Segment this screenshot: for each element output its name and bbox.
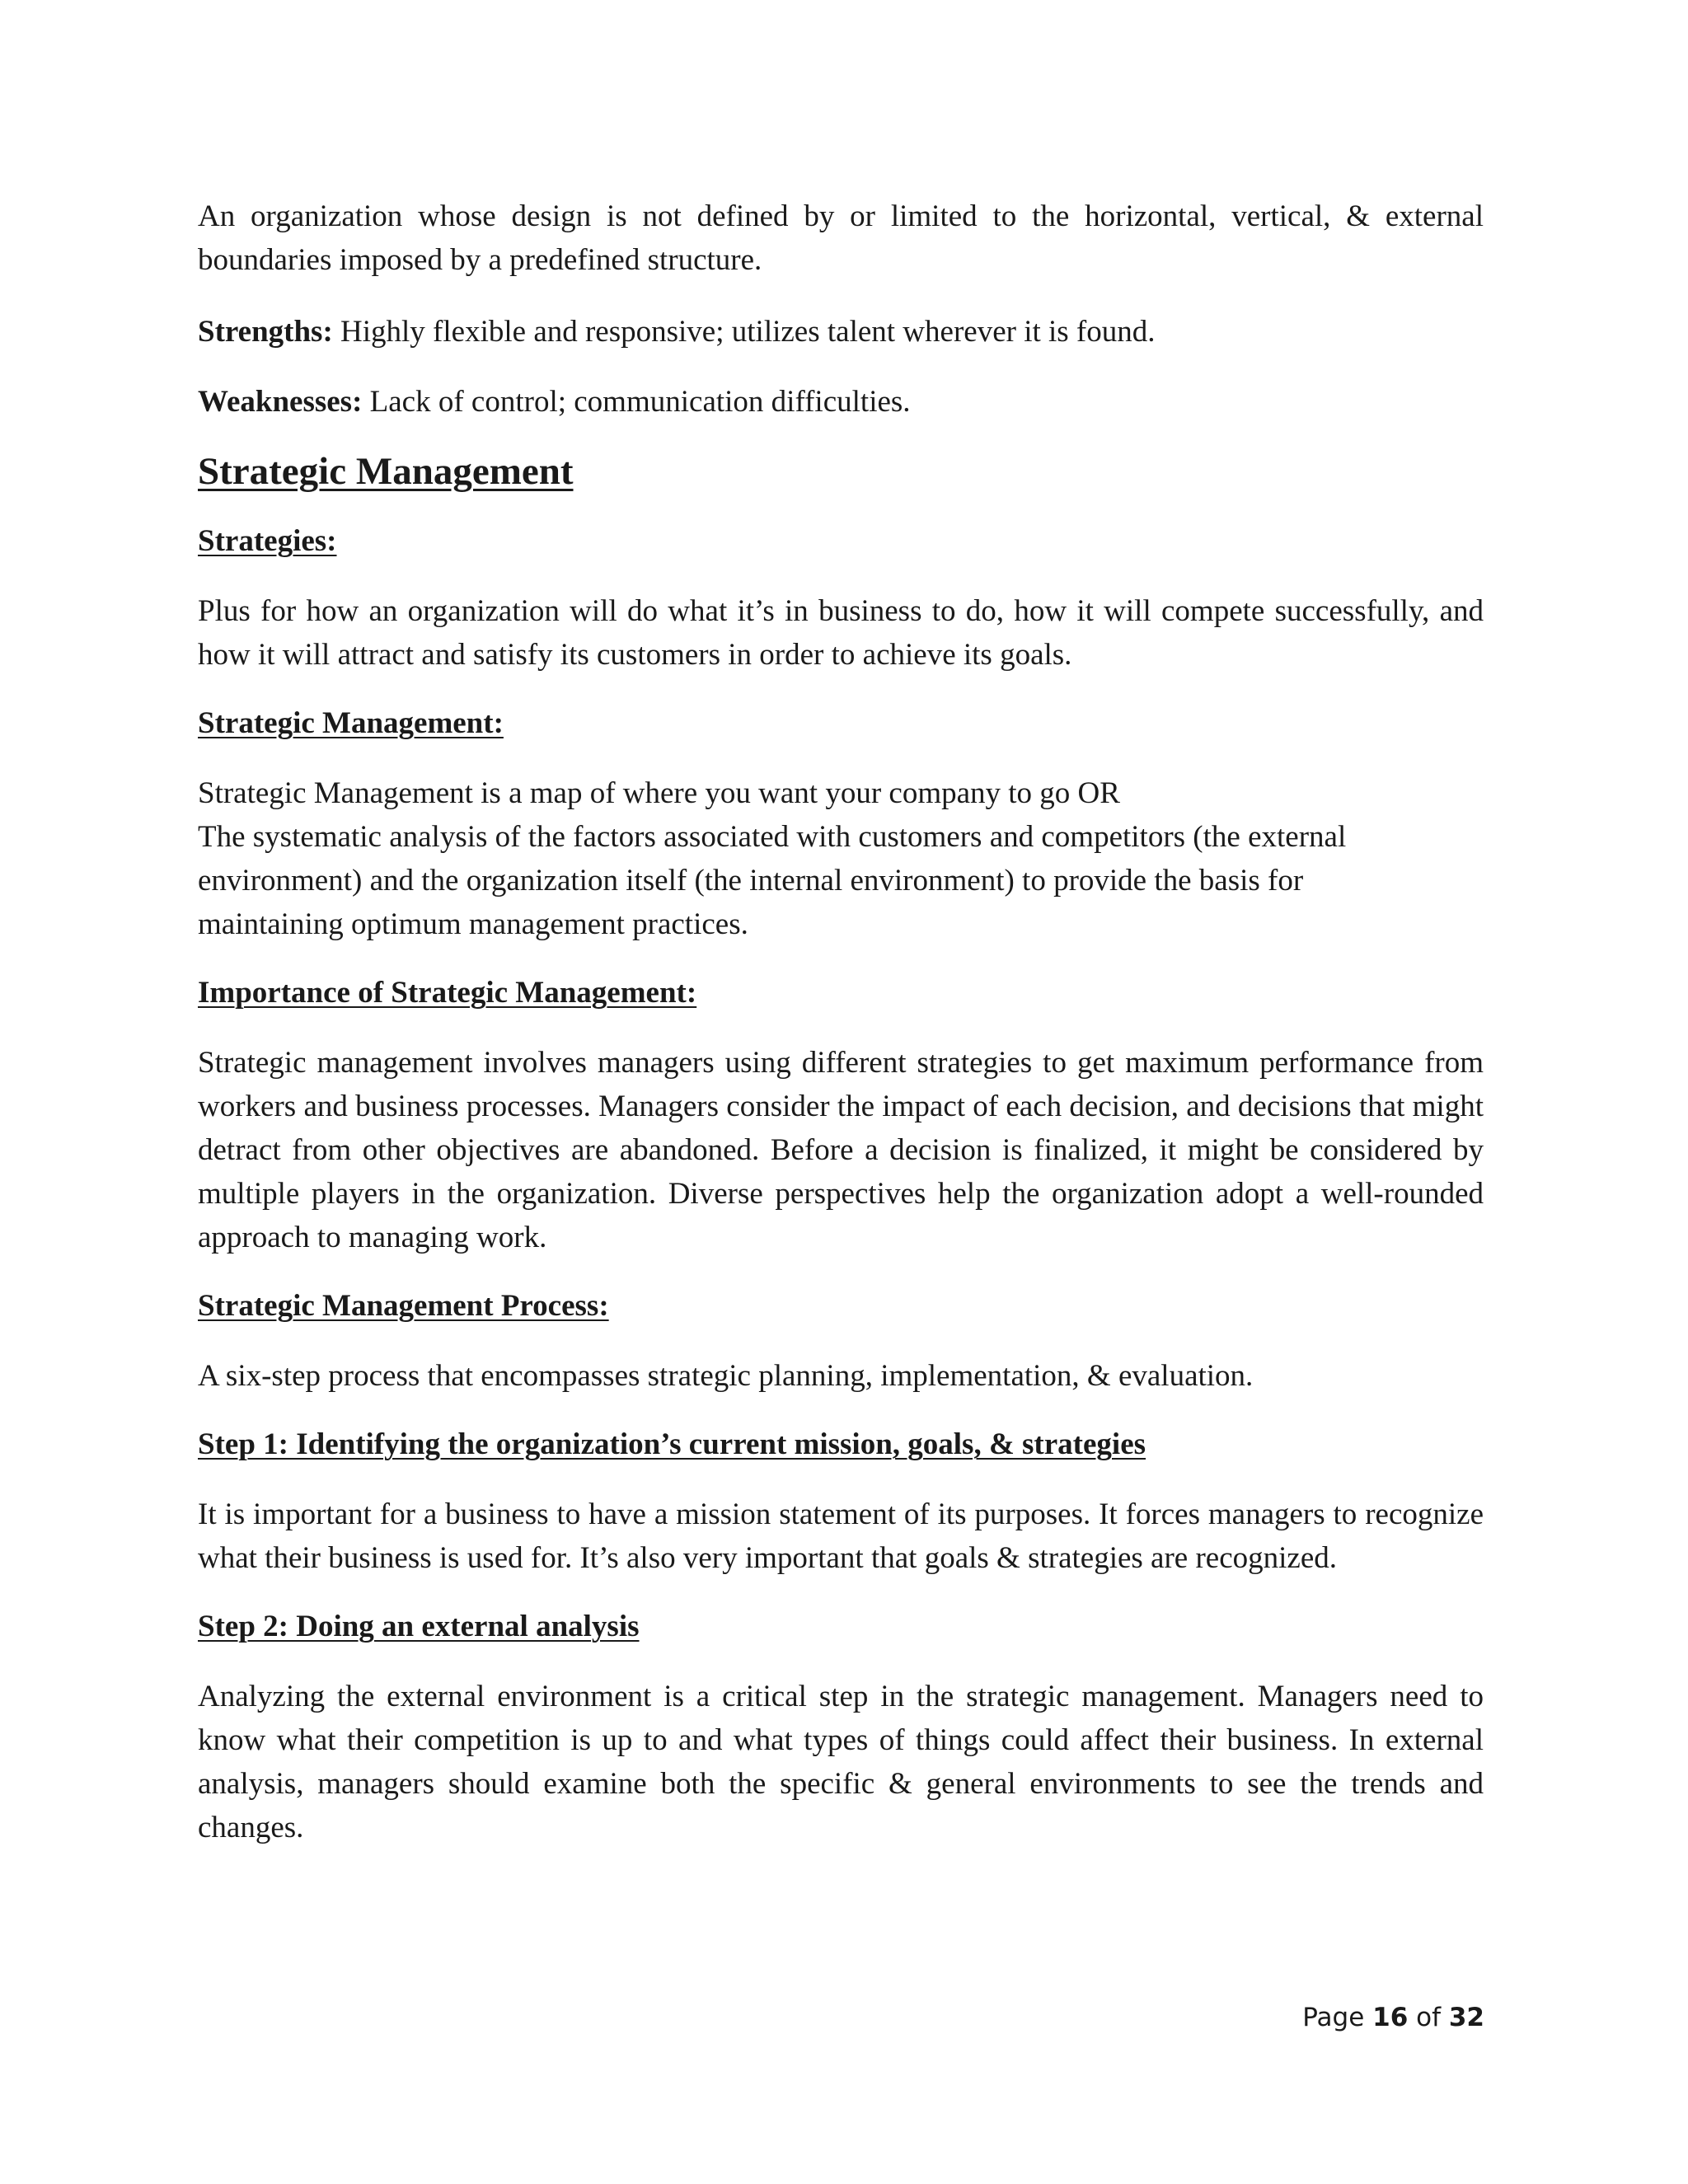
process-text: A six-step process that encompasses strategic planning, implementation, & evaluation. — [198, 1359, 1254, 1393]
strategic-management-heading: Strategic Management: — [198, 706, 504, 740]
section-title: Strategic Management — [198, 450, 574, 493]
footer-current-page: 16 — [1372, 2003, 1409, 2032]
strategic-management-line2: The systematic analysis of the factors associated with customers and competitors (the external environment) and the organization itself (the internal environment) to provide the basis for maintaining optimum management practices. — [198, 820, 1347, 941]
importance-heading: Importance of Strategic Management: — [198, 976, 697, 1010]
weaknesses-text: Lack of control; communication difficulties. — [362, 385, 911, 419]
intro-definition: An organization whose design is not defined by or limited to the horizontal, vertical, & external boundaries imposed by a predefined structure. — [198, 199, 1484, 277]
footer-total-pages: 32 — [1448, 2003, 1484, 2032]
weaknesses-line — [198, 380, 1484, 424]
step1-text: It is important for a business to have a mission statement of its purposes. It forces managers to recognize what their business is used for. It’s also very important that goals & strategies are recognized. — [198, 1497, 1484, 1575]
footer-prefix: Page — [1302, 2003, 1373, 2032]
step1-heading: Step 1: Identifying the organization’s current mission, goals, & strategies — [198, 1427, 1146, 1461]
strengths-text: Highly flexible and responsive; utilizes talent wherever it is found. — [332, 315, 1156, 349]
step2-text: Analyzing the external environment is a critical step in the strategic management. Managers need to know what their competition is up to and what types of things could affect their business. In external analysis, managers should examine both the specific & general environments to see the trends and changes. — [198, 1680, 1484, 1844]
process-heading: Strategic Management Process: — [198, 1289, 609, 1323]
document-page — [198, 194, 1484, 1849]
step2-heading: Step 2: Doing an external analysis — [198, 1610, 640, 1643]
weaknesses-label: Weaknesses: — [198, 385, 363, 419]
strategic-management-line1: Strategic Management is a map of where you want your company to go OR — [198, 776, 1120, 810]
strategies-heading: Strategies: — [198, 524, 337, 558]
importance-text: Strategic management involves managers using different strategies to get maximum performance from workers and business processes. Managers consider the impact of each decision, and decisions that might detract from other objectives are abandoned. Before a decision is finalized, it might be considered by multiple players in the organization. Diverse perspectives help the organization adopt a well-rounded approach to managing work. — [198, 1046, 1484, 1254]
footer-of: of — [1408, 2003, 1449, 2032]
page-number-footer — [1302, 2003, 1484, 2032]
strengths-line — [198, 310, 1484, 354]
strategies-text: Plus for how an organization will do what it’s in business to do, how it will compete successfully, and how it will attract and satisfy its customers in order to achieve its goals. — [198, 594, 1484, 672]
strengths-label: Strengths: — [198, 315, 333, 349]
